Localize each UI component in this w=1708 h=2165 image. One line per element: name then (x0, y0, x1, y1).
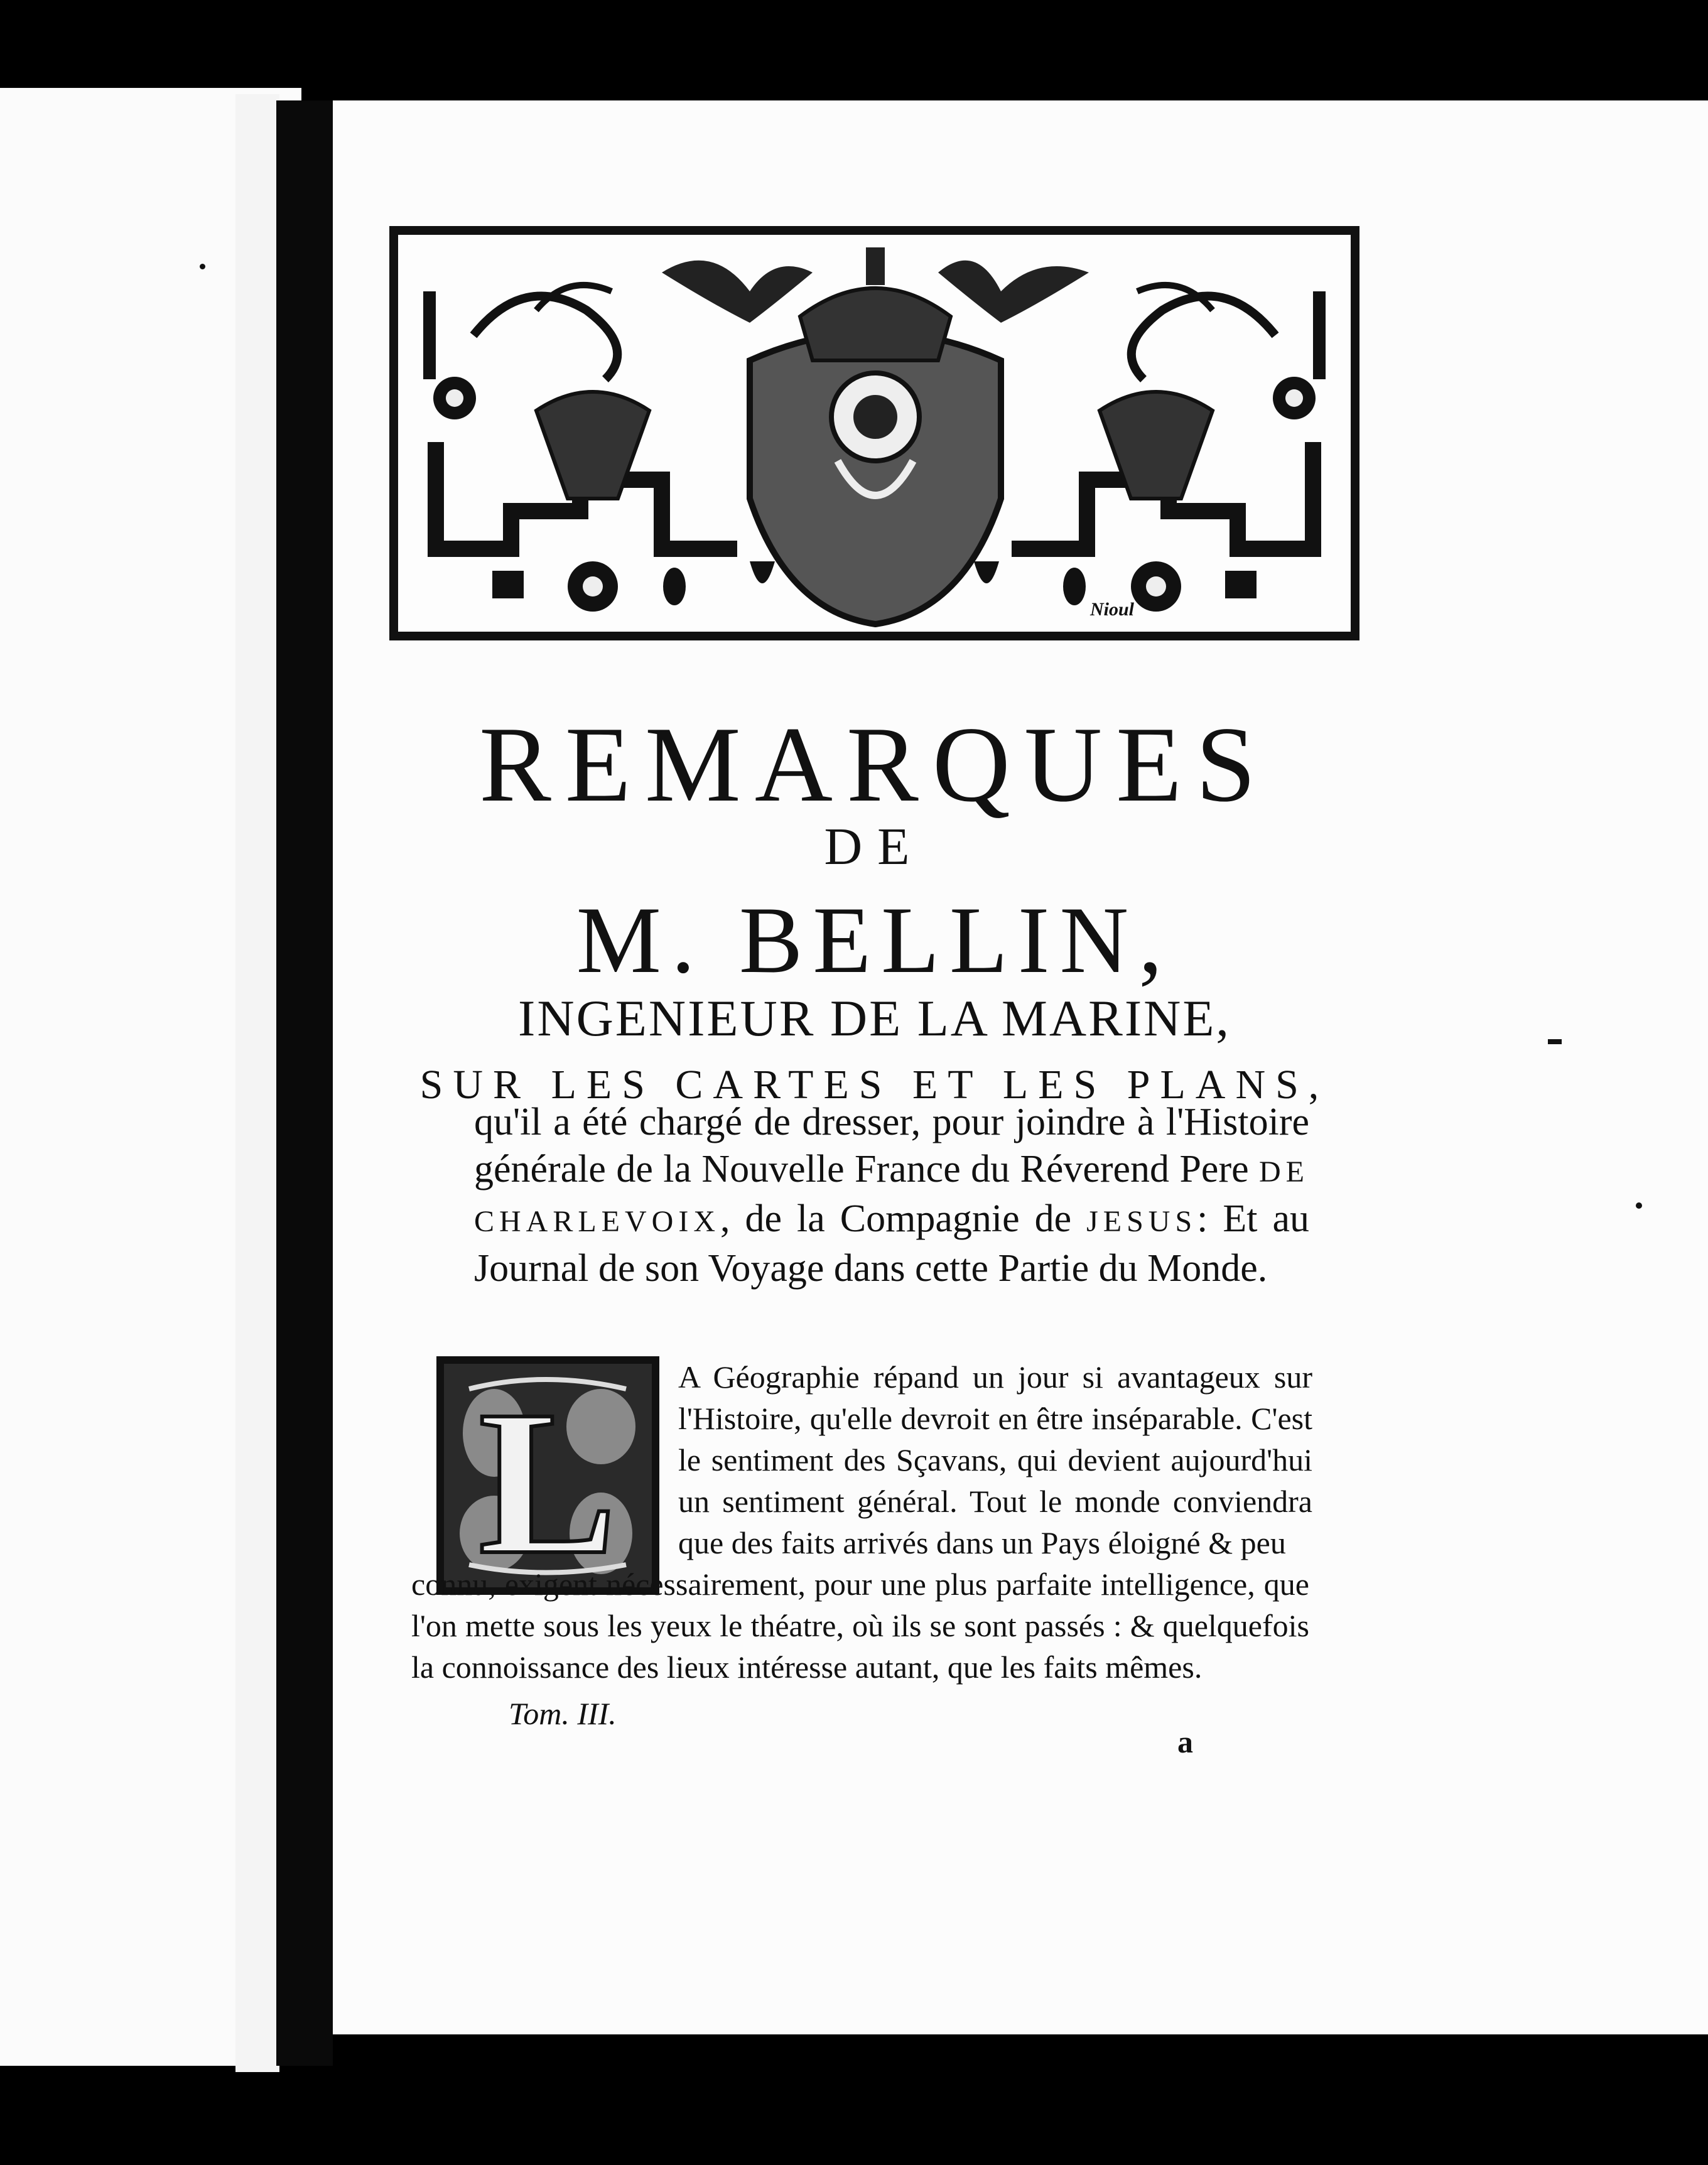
drop-cap-ornament (444, 1364, 652, 1587)
decorated-drop-cap (436, 1356, 659, 1595)
title-author: M. BELLIN, (576, 887, 1173, 993)
subtitle-text: : Et au Journal de son Voyage dans cette Partie du Monde. (474, 1197, 1310, 1290)
scan-speck (1548, 1039, 1562, 1044)
ornamental-headpiece (389, 226, 1359, 640)
headpiece-ornament-image (398, 235, 1351, 632)
subtitle-text: qu'il a été chargé de dresser, pour joindre à l'Histoire générale de la Nouvelle France du Réverend Pere (474, 1101, 1309, 1190)
name-jesus: JESUS (1086, 1205, 1197, 1238)
signature-mark: a (1177, 1724, 1193, 1759)
title-remarques: REMARQUES (479, 705, 1270, 824)
subtitle-description (474, 1099, 1309, 1292)
title-de: DE (824, 818, 925, 876)
opening-paragraph: A Géographie répand un jour si avantageux sur l'Histoire, qu'elle devroit en être inséparable. C'est le sentiment des Sçavans, qui devient aujourd'hui un sentiment général. Tout le monde conviendra que des faits arrivés dans un Pays éloigné & peu (678, 1359, 1312, 1560)
scan-speck (200, 264, 205, 269)
title-subject: SUR LES CARTES ET LES PLANS, (419, 1062, 1329, 1108)
binding-shadow (276, 100, 333, 2066)
opening-paragraph-continued: connu, exigent nécessairement, pour une plus parfaite intelligence, que l'on mette sous les yeux le théatre, où ils se sont passés : & quelquefois la connoissance des lieux intéresse autant, que les faits mêmes. (411, 1567, 1309, 1685)
volume-number: Tom. III. (509, 1696, 617, 1731)
title-author-role: INGENIEUR DE LA MARINE, (518, 990, 1231, 1047)
page-gutter (235, 94, 279, 2072)
name-charlevoix: DE CHARLEVOIX (474, 1155, 1309, 1238)
drop-cap-letter: L (478, 1368, 617, 1587)
scan-speck (1636, 1202, 1642, 1209)
engraver-signature: Nioul (1089, 599, 1134, 620)
subtitle-text: , de la Compagnie de (720, 1197, 1087, 1240)
